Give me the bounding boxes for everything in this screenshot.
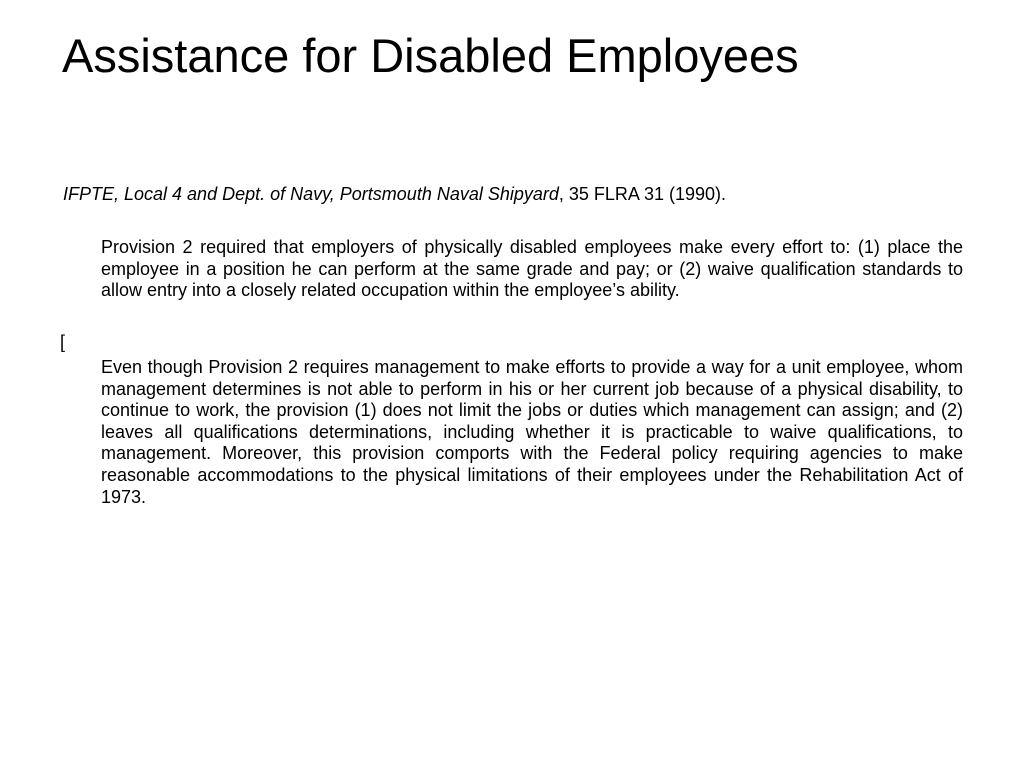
bracket-mark: [: [60, 332, 66, 352]
provision-paragraph: Provision 2 required that employers of physically disabled employees make every effort to: (1) place the employee in a position he can perform at the same grade and pay; or (2) waive qualification standards to allow entry into a closely related occupation within the employee’s ability.: [101, 237, 963, 301]
holding-paragraph: Even though Provision 2 requires management to make efforts to provide a way for a unit employee, whom management determines is not able to perform in his or her current job because of a physical disability, to continue to work, the provision (1) does not limit the jobs or duties which management can assign; and (2) leaves all qualifications determinations, including whether it is practicable to waive qualifications, to management. Moreover, this provision comports with the Federal policy requiring agencies to make reasonable accommodations to the physical limitations of their employees under the Rehabilitation Act of 1973.: [101, 357, 963, 507]
case-reference: , 35 FLRA 31 (1990).: [558, 184, 727, 204]
case-name: IFPTE, Local 4 and Dept. of Navy, Portsmouth Naval Shipyard: [63, 184, 559, 204]
slide-title: Assistance for Disabled Employees: [62, 29, 799, 82]
case-citation: [63, 183, 963, 205]
